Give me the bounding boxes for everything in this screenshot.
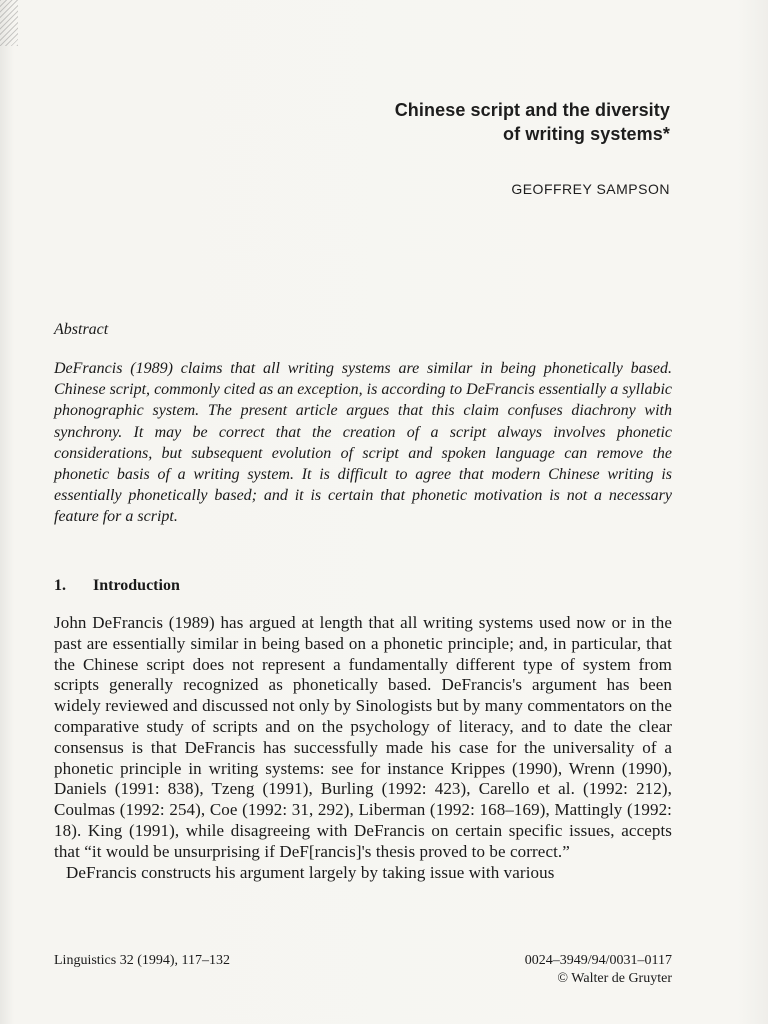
- article-title-line-2: of writing systems*: [503, 124, 670, 144]
- section-heading: [54, 576, 180, 596]
- journal-citation: Linguistics 32 (1994), 117–132: [54, 953, 231, 968]
- article-title: [395, 98, 670, 146]
- article-title-line-1: Chinese script and the diversity: [394, 100, 670, 120]
- body-paragraph-1: John DeFrancis (1989) has argued at length that all writing systems used now or in the past are essentially similar in being based on a phonetic principle; and, in particular, that the Chinese script does not represent a fundamentally different type of system from scripts generally recognized as phonetically based. DeFrancis's argument has been widely reviewed and discussed not only by Sinologists but by many commentators on the comparative study of scripts and on the psychology of literacy, and to date the clear consensus is that DeFrancis has successfully made his case for the universality of a phonetic principle in writing systems: see for instance Krippes (1990), Wrenn (1990), Daniels (1991: 838), Tzeng (1991), Burling (1992: 423), Carello et al. (1992: 212), Coulmas (1992: 254), Coe (1992: 31, 292), Liberman (1992: 168–169), Mattingly (1992: 18). King (1991), while disagreeing with DeFrancis on certain specific issues, accepts that “it would be unsurprising if DeF[rancis]'s thesis proved to be correct.”: [54, 613, 672, 861]
- abstract-text: DeFrancis (1989) claims that all writing systems are similar in being phonetically based. Chinese script, commonly cited as an exception, is according to DeFrancis essentially a syllabic phonographic system. The present article argues that this claim confuses diachrony with synchrony. It may be correct that the creation of a script always involves phonetic considerations, but subsequent evolution of script and spoken language can remove the phonetic basis of a writing system. It is difficult to agree that modern Chinese writing is essentially phonetically based; and it is certain that phonetic motivation is not a necessary feature for a script.: [54, 360, 672, 526]
- section-title: Introduction: [93, 577, 180, 594]
- abstract-heading: Abstract: [54, 321, 109, 338]
- publication-identifier: 0024–3949/94/0031–0117: [524, 953, 672, 968]
- section-number: 1.: [54, 577, 66, 594]
- publisher-name: © Walter de Gruyter: [557, 971, 672, 986]
- body-paragraph-2: DeFrancis constructs his argument largely by taking issue with various: [66, 862, 555, 882]
- author-name: GEOFFREY SAMPSON: [511, 181, 670, 197]
- scan-corner-mark: [0, 0, 18, 46]
- introduction-body: [54, 613, 672, 883]
- publication-footer: [525, 952, 672, 988]
